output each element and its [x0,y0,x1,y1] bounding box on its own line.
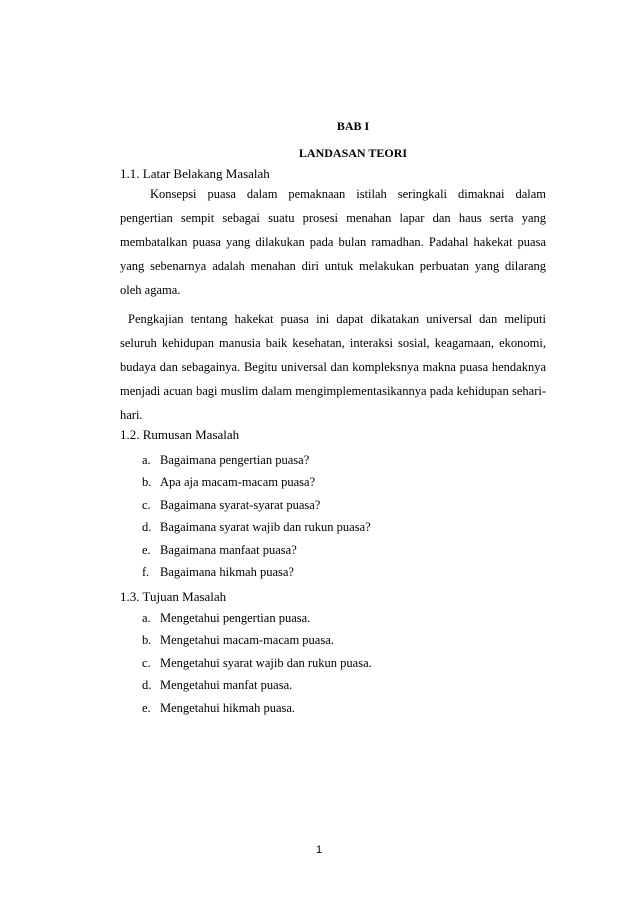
list-marker: c. [142,655,151,670]
list-item [142,539,371,561]
list-marker: b. [142,633,152,648]
list-item [142,652,372,674]
list-item-text: Mengetahui hikmah puasa. [160,700,296,715]
section-heading-rumusan-masalah: 1.2. Rumusan Masalah [120,427,240,442]
section-heading-tujuan-masalah: 1.3. Tujuan Masalah [120,589,227,604]
chapter-number: BAB I [336,119,370,133]
paragraph-pengkajian: Pengkajian tentang hakekat puasa ini dapat dikatakan universal dan meliputi seluruh kehidupan manusia baik kesehatan, interaksi sosial, keagamaan, ekonomi, budaya dan sebagainya. Begitu universal dan kompleksnya makna puasa hendaknya menjadi acuan bagi muslim dalam mengimplementasikannya pada kehidupan sehari-hari. [120,312,546,422]
list-item-text: Mengetahui manfat puasa. [160,678,293,693]
list-item [142,471,371,493]
list-marker: d. [142,678,152,693]
rumusan-masalah-list [142,449,371,583]
list-item-text: Bagaimana pengertian puasa? [160,453,310,467]
list-item [142,494,371,516]
tujuan-masalah-list [142,607,372,719]
list-item-text: Bagaimana hikmah puasa? [160,564,294,579]
list-marker: b. [142,475,152,490]
list-item-text: Apa aja macam-macam puasa? [160,475,316,490]
list-marker: a. [142,611,151,625]
section-heading-latar-belakang: 1.1. Latar Belakang Masalah [120,166,270,181]
list-marker: c. [142,497,151,512]
list-item [142,449,371,471]
list-item-text: Bagaimana manfaat puasa? [160,542,297,557]
page-number: 1 [315,844,323,856]
list-item-text: Mengetahui macam-macam puasa. [160,633,334,648]
list-item [142,697,372,719]
list-item-text: Mengetahui pengertian puasa. [160,611,311,625]
list-item-text: Bagaimana syarat-syarat puasa? [160,497,321,512]
list-marker: a. [142,453,151,467]
list-item-text: Bagaimana syarat wajib dan rukun puasa? [160,520,371,535]
list-marker: d. [142,520,152,535]
list-marker: e. [142,542,151,557]
list-marker: e. [142,700,151,715]
chapter-title: LANDASAN TEORI [298,146,408,160]
list-item [142,629,372,651]
list-item [142,607,372,629]
list-item-text: Mengetahui syarat wajib dan rukun puasa. [160,655,372,670]
list-marker: f. [142,564,150,579]
list-item [142,561,371,583]
list-item [142,516,371,538]
paragraph-konsepsi-puasa: Konsepsi puasa dalam pemaknaan istilah seringkali dimaknai dalam pengertian sempit sebagai suatu prosesi menahan lapar dan haus serta yang membatalkan puasa yang dilakukan pada bulan ramadhan. Padahal hakekat puasa yang sebenarnya adalah menahan diri untuk melakukan perbuatan yang dilarang oleh agama. [120,187,546,297]
list-item [142,674,372,696]
